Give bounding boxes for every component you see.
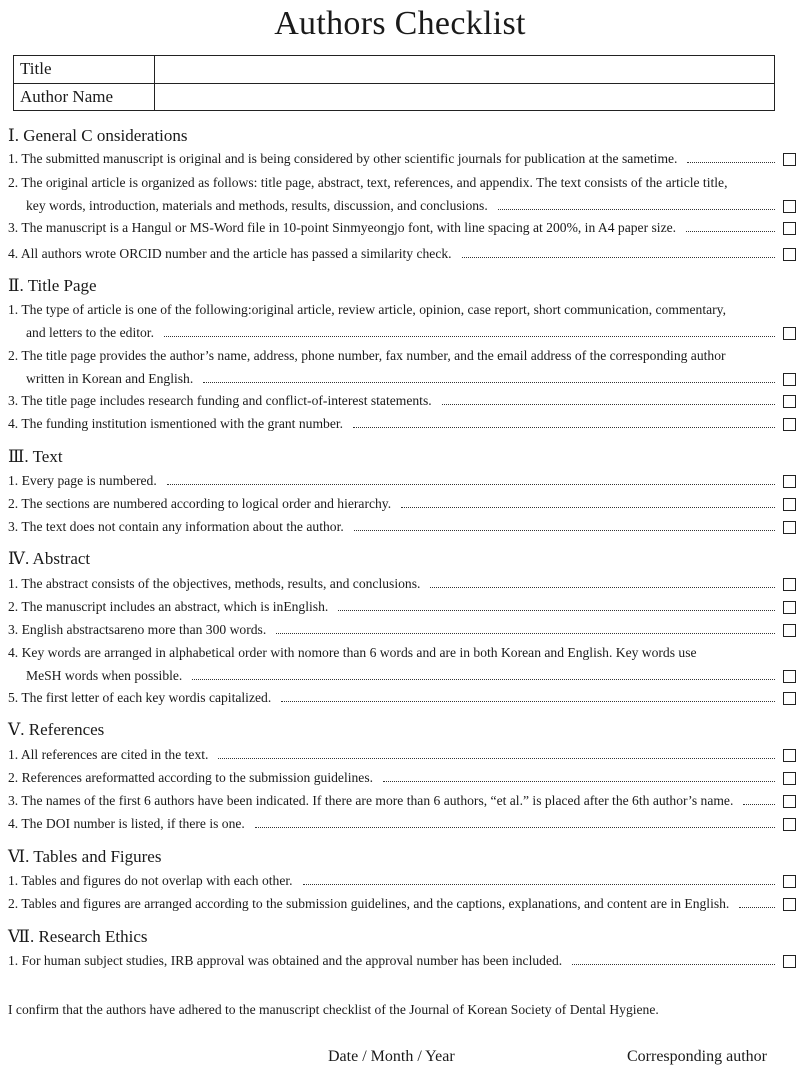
page-title: Authors Checklist xyxy=(274,5,526,42)
title-field[interactable] xyxy=(155,58,774,83)
checkbox[interactable] xyxy=(783,498,796,511)
title-label: Title xyxy=(14,56,155,84)
dotted-leader xyxy=(686,230,775,232)
checklist-item-line xyxy=(8,595,798,618)
checklist-item-text: 4. The funding institution ismentioned with the grant number. xyxy=(8,416,344,431)
date-label: Date / Month / Year xyxy=(328,1048,455,1065)
checkbox[interactable] xyxy=(783,875,796,888)
dotted-leader xyxy=(462,256,775,258)
checkbox[interactable] xyxy=(783,601,796,614)
checklist-item-line xyxy=(8,367,798,390)
checkbox[interactable] xyxy=(783,327,796,340)
checklist-item-line xyxy=(8,321,798,344)
checklist-item-text: 2. The title page provides the author’s name, address, phone number, fax number, and the email address of the corresponding author xyxy=(8,348,726,363)
confirmation-statement: I confirm that the authors have adhered to the manuscript checklist of the Journal of Korean Society of Dental Hygiene. xyxy=(8,1002,659,1017)
dotted-leader xyxy=(303,883,775,885)
checkbox[interactable] xyxy=(783,521,796,534)
checklist-item-text: 1. The abstract consists of the objectives, methods, results, and conclusions. xyxy=(8,576,421,591)
dotted-leader xyxy=(743,803,775,805)
author-name-cell xyxy=(155,83,775,111)
checklist-item-line xyxy=(8,389,798,412)
author-name-label: Author Name xyxy=(14,83,155,111)
dotted-leader xyxy=(572,963,775,965)
section-heading: Ⅲ. Text xyxy=(8,447,63,466)
checklist-item-text: and letters to the editor. xyxy=(26,325,154,340)
checklist-item-text: 1. All references are cited in the text. xyxy=(8,747,209,762)
checkbox[interactable] xyxy=(783,624,796,637)
checklist-item-line xyxy=(8,242,798,265)
checkbox[interactable] xyxy=(783,772,796,785)
checklist-item-line xyxy=(8,949,798,972)
author-name-row xyxy=(14,83,775,111)
checklist-item-line xyxy=(8,618,798,641)
checklist-item-text: 3. English abstractsareno more than 300 words. xyxy=(8,622,267,637)
checklist-item-line xyxy=(8,892,798,915)
checklist-item-text: 1. The type of article is one of the following:original article, review article, opinion, case report, short communication, commentary, xyxy=(8,302,726,317)
checklist-item-line xyxy=(8,641,798,664)
checklist-item-line xyxy=(8,344,798,367)
checklist-item xyxy=(8,515,798,538)
checklist-item xyxy=(8,242,798,265)
corresponding-author-label: Corresponding author xyxy=(627,1048,767,1065)
checklist-item-line xyxy=(8,869,798,892)
checkbox[interactable] xyxy=(783,418,796,431)
checklist-item xyxy=(8,812,798,835)
checklist-item-text: 2. Tables and figures are arranged according to the submission guidelines, and the captions, explanations, and content are in English. xyxy=(8,896,730,911)
checklist-item-line xyxy=(8,216,798,239)
checklist-item xyxy=(8,686,798,709)
checkbox[interactable] xyxy=(783,670,796,683)
checklist-item-line xyxy=(8,171,798,194)
checklist-item-line xyxy=(8,686,798,709)
dotted-leader xyxy=(164,335,775,337)
checklist-item-line xyxy=(8,572,798,595)
checklist-item xyxy=(8,641,798,687)
checklist-item-text: 4. The DOI number is listed, if there is one. xyxy=(8,816,245,831)
checklist-item-text: 2. The sections are numbered according to logical order and hierarchy. xyxy=(8,496,392,511)
checkbox[interactable] xyxy=(783,373,796,386)
checklist-item xyxy=(8,618,798,641)
checklist-item-line xyxy=(8,469,798,492)
checkbox[interactable] xyxy=(783,475,796,488)
dotted-leader xyxy=(192,678,775,680)
dotted-leader xyxy=(338,609,775,611)
checklist-item-text: 4. All authors wrote ORCID number and the article has passed a similarity check. xyxy=(8,246,452,261)
checklist-item-line xyxy=(8,664,798,687)
dotted-leader xyxy=(498,208,775,210)
dotted-leader xyxy=(739,906,775,908)
dotted-leader xyxy=(383,780,775,782)
section-heading: Ⅰ. General C onsiderations xyxy=(8,126,188,145)
checkbox[interactable] xyxy=(783,200,796,213)
dotted-leader xyxy=(167,483,775,485)
checklist-item-line xyxy=(8,194,798,217)
checkbox[interactable] xyxy=(783,818,796,831)
dotted-leader xyxy=(203,381,775,383)
checklist-item xyxy=(8,949,798,972)
checklist-item-text: written in Korean and English. xyxy=(26,371,194,386)
checklist-item xyxy=(8,572,798,595)
checkbox[interactable] xyxy=(783,222,796,235)
checklist-item xyxy=(8,789,798,812)
checklist-item-text: key words, introduction, materials and methods, results, discussion, and conclusions. xyxy=(26,198,488,213)
section-heading: Ⅱ. Title Page xyxy=(8,276,97,295)
title-cell xyxy=(155,56,775,84)
checklist-item-line xyxy=(8,298,798,321)
dotted-leader xyxy=(276,632,775,634)
checklist-item xyxy=(8,743,798,766)
checklist-item-text: 4. Key words are arranged in alphabetical order with nomore than 6 words and are in both Korean and English. Key words use xyxy=(8,645,697,660)
dotted-leader xyxy=(687,161,775,163)
checklist-item-line xyxy=(8,812,798,835)
checklist-item xyxy=(8,147,798,170)
checklist-item xyxy=(8,892,798,915)
checkbox[interactable] xyxy=(783,248,796,261)
checklist-item-text: MeSH words when possible. xyxy=(26,668,183,683)
checkbox[interactable] xyxy=(783,153,796,166)
checklist-item-text: 2. The original article is organized as follows: title page, abstract, text, references, and appendix. The text consists of the article title, xyxy=(8,175,728,190)
section-heading: Ⅵ. Tables and Figures xyxy=(8,847,162,866)
dotted-leader xyxy=(218,757,775,759)
dotted-leader xyxy=(281,700,775,702)
checklist-item xyxy=(8,298,798,344)
checklist-item xyxy=(8,492,798,515)
checklist-item xyxy=(8,469,798,492)
manuscript-info-table xyxy=(13,55,775,111)
checklist-item-text: 5. The first letter of each key wordis capitalized. xyxy=(8,690,272,705)
dotted-leader xyxy=(255,826,775,828)
checklist-item-text: 1. The submitted manuscript is original and is being considered by other scientific journals for publication at the sametime. xyxy=(8,151,678,166)
checklist-item-text: 3. The text does not contain any information about the author. xyxy=(8,519,344,534)
checklist-item xyxy=(8,412,798,435)
checkbox[interactable] xyxy=(783,578,796,591)
checklist-item-text: 3. The names of the first 6 authors have been indicated. If there are more than 6 authors, “et al.” is placed after the 6th author’s name. xyxy=(8,793,734,808)
checklist-item-text: 3. The title page includes research funding and conflict-of-interest statements. xyxy=(8,393,432,408)
checklist-item-line xyxy=(8,743,798,766)
checkbox[interactable] xyxy=(783,898,796,911)
checkbox[interactable] xyxy=(783,692,796,705)
checklist-item xyxy=(8,216,798,239)
section-heading: Ⅳ. Abstract xyxy=(8,549,91,568)
dotted-leader xyxy=(354,529,775,531)
checklist-item xyxy=(8,171,798,217)
section-heading: Ⅶ. Research Ethics xyxy=(8,927,148,946)
checklist-item-text: 1. For human subject studies, IRB approval was obtained and the approval number has been included. xyxy=(8,953,563,968)
checkbox[interactable] xyxy=(783,395,796,408)
checklist-item xyxy=(8,595,798,618)
dotted-leader xyxy=(353,426,775,428)
checklist-item-line xyxy=(8,515,798,538)
checklist-item-text: 3. The manuscript is a Hangul or MS-Word file in 10-point Sinmyeongjo font, with line spacing at 200%, in A4 paper size. xyxy=(8,220,677,235)
checklist-item-line xyxy=(8,412,798,435)
checkbox[interactable] xyxy=(783,795,796,808)
checklist-item-line xyxy=(8,147,798,170)
dotted-leader xyxy=(401,506,775,508)
checklist-item-text: 1. Tables and figures do not overlap with each other. xyxy=(8,873,293,888)
checkbox[interactable] xyxy=(783,955,796,968)
checklist-item xyxy=(8,389,798,412)
section-heading: Ⅴ. References xyxy=(8,720,105,739)
dotted-leader xyxy=(442,403,775,405)
checklist-item-text: 2. References areformatted according to the submission guidelines. xyxy=(8,770,374,785)
checklist-item xyxy=(8,344,798,390)
checklist-item-text: 2. The manuscript includes an abstract, which is inEnglish. xyxy=(8,599,329,614)
checklist-item-line xyxy=(8,789,798,812)
checkbox[interactable] xyxy=(783,749,796,762)
checklist-item-text: 1. Every page is numbered. xyxy=(8,473,157,488)
checklist-item-line xyxy=(8,766,798,789)
checklist-item xyxy=(8,869,798,892)
dotted-leader xyxy=(430,586,775,588)
checklist-item xyxy=(8,766,798,789)
checklist-item-line xyxy=(8,492,798,515)
author-name-field[interactable] xyxy=(155,85,774,110)
title-row xyxy=(14,56,775,84)
